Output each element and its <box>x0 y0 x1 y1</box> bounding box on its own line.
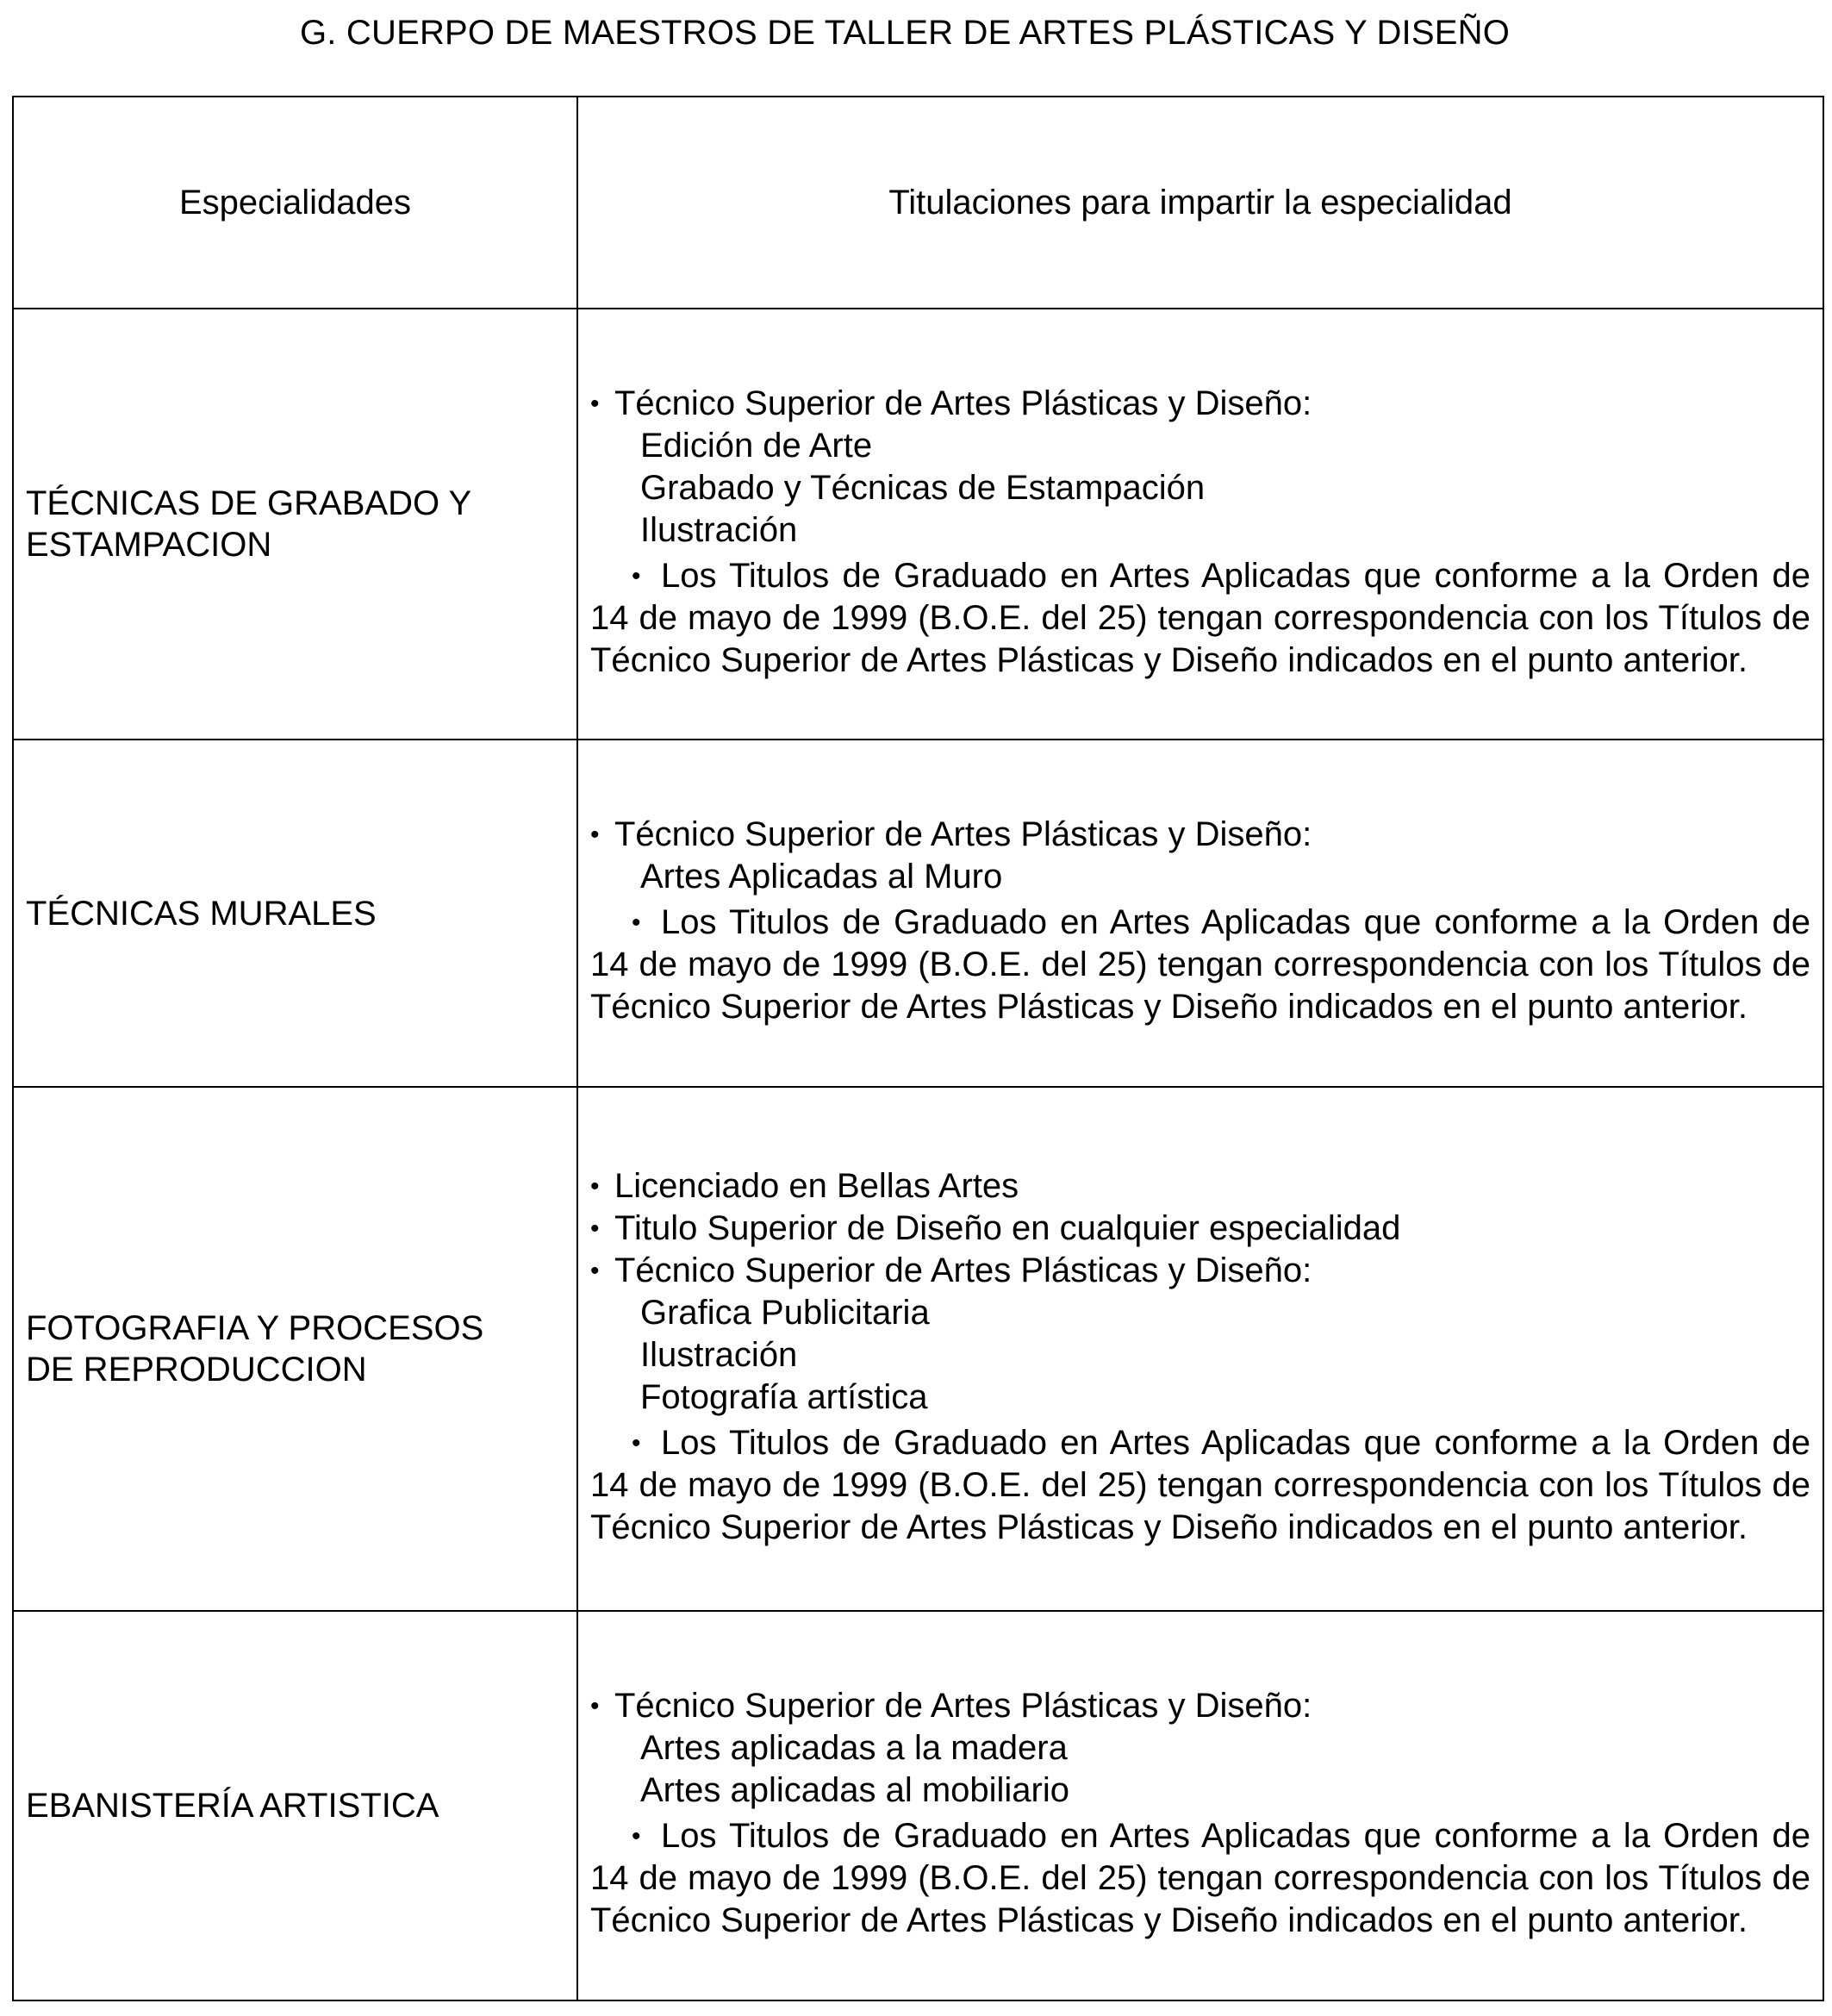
paragraph-item <box>590 555 1810 682</box>
especialidad-line: FOTOGRAFIA Y PROCESOS <box>26 1309 484 1347</box>
titulaciones-cell <box>577 1087 1823 1611</box>
bullet-text: Técnico Superior de Artes Plásticas y Diseño: <box>614 1251 1312 1289</box>
table-row <box>13 740 1823 1087</box>
sub-item: Artes Aplicadas al Muro <box>640 858 1003 896</box>
sub-item: Grabado y Técnicas de Estampación <box>640 468 1206 507</box>
bullet-item <box>590 1165 1810 1208</box>
sub-item: Fotografía artística <box>640 1377 928 1416</box>
especialidad-line: TÉCNICAS DE GRABADO Y <box>26 484 472 522</box>
table-row <box>13 1611 1823 2000</box>
paragraph-item <box>590 1422 1810 1549</box>
paragraph-text: Los Titulos de Graduado en Artes Aplicadas que conforme a la Orden de 14 de mayo de 1999 (B.O.E. del 25) tengan correspondencia con los Títulos de Técnico Superior de Artes Plásticas y Diseño indicados en el punto anterior. <box>590 1423 1810 1546</box>
bullet-icon: • <box>590 1692 600 1720</box>
bullet-text: Técnico Superior de Artes Plásticas y Diseño: <box>614 1687 1312 1725</box>
page-title: G. CUERPO DE MAESTROS DE TALLER DE ARTES PLÁSTICAS Y DISEÑO <box>299 14 1511 52</box>
sub-item: Artes aplicadas al mobiliario <box>640 1771 1070 1809</box>
especialidad-line: EBANISTERÍA ARTISTICA <box>26 1787 439 1825</box>
bullet-icon: • <box>632 561 641 590</box>
bullet-text: Titulo Superior de Diseño en cualquier especialidad <box>614 1208 1401 1247</box>
bullet-item <box>590 1685 1810 1727</box>
sub-item: Ilustración <box>640 510 798 549</box>
header-titulaciones: Titulaciones para impartir la especialidad <box>577 97 1823 309</box>
bullet-icon: • <box>590 1214 600 1243</box>
titulaciones-cell <box>577 740 1823 1087</box>
table-row <box>13 309 1823 740</box>
bullet-icon: • <box>632 1428 641 1457</box>
bullet-icon: • <box>632 1822 641 1851</box>
paragraph-item <box>590 902 1810 1028</box>
bullet-item <box>590 1250 1810 1292</box>
especialidad-cell <box>13 740 577 1087</box>
sub-item: Artes aplicadas a la madera <box>640 1729 1068 1767</box>
especialidad-line: TÉCNICAS MURALES <box>26 894 377 933</box>
paragraph-text: Los Titulos de Graduado en Artes Aplicadas que conforme a la Orden de 14 de mayo de 1999 (B.O.E. del 25) tengan correspondencia con los Títulos de Técnico Superior de Artes Plásticas y Diseño indicados en el punto anterior. <box>590 556 1810 679</box>
bullet-icon: • <box>590 1256 600 1285</box>
bullet-text: Técnico Superior de Artes Plásticas y Diseño: <box>614 384 1312 422</box>
bullet-icon: • <box>590 389 600 418</box>
table-header-row <box>13 97 1823 309</box>
bullet-item <box>590 383 1810 425</box>
bullet-item <box>590 1208 1810 1250</box>
sub-item: Edición de Arte <box>640 426 873 465</box>
sub-item: Ilustración <box>640 1335 798 1374</box>
especialidad-cell <box>13 1087 577 1611</box>
bullet-text: Licenciado en Bellas Artes <box>614 1166 1019 1205</box>
paragraph-text: Los Titulos de Graduado en Artes Aplicadas que conforme a la Orden de 14 de mayo de 1999 (B.O.E. del 25) tengan correspondencia con los Títulos de Técnico Superior de Artes Plásticas y Diseño indicados en el punto anterior. <box>590 903 1810 1026</box>
especialidad-line: DE REPRODUCCION <box>26 1351 367 1389</box>
especialidad-line: ESTAMPACION <box>26 526 272 564</box>
header-especialidades: Especialidades <box>13 97 577 309</box>
paragraph-text: Los Titulos de Graduado en Artes Aplicadas que conforme a la Orden de 14 de mayo de 1999 (B.O.E. del 25) tengan correspondencia con los Títulos de Técnico Superior de Artes Plásticas y Diseño indicados en el punto anterior. <box>590 1817 1810 1939</box>
paragraph-item <box>590 1815 1810 1942</box>
titulaciones-cell <box>577 1611 1823 2000</box>
bullet-item <box>590 814 1810 856</box>
sub-item: Grafica Publicitaria <box>640 1293 930 1332</box>
bullet-icon: • <box>632 908 641 937</box>
especialidad-cell <box>13 1611 577 2000</box>
bullet-icon: • <box>590 1171 600 1201</box>
table-row <box>13 1087 1823 1611</box>
bullet-icon: • <box>590 821 600 849</box>
specialties-table <box>12 96 1824 2001</box>
titulaciones-cell <box>577 309 1823 740</box>
bullet-text: Técnico Superior de Artes Plásticas y Diseño: <box>614 815 1312 853</box>
especialidad-cell <box>13 309 577 740</box>
